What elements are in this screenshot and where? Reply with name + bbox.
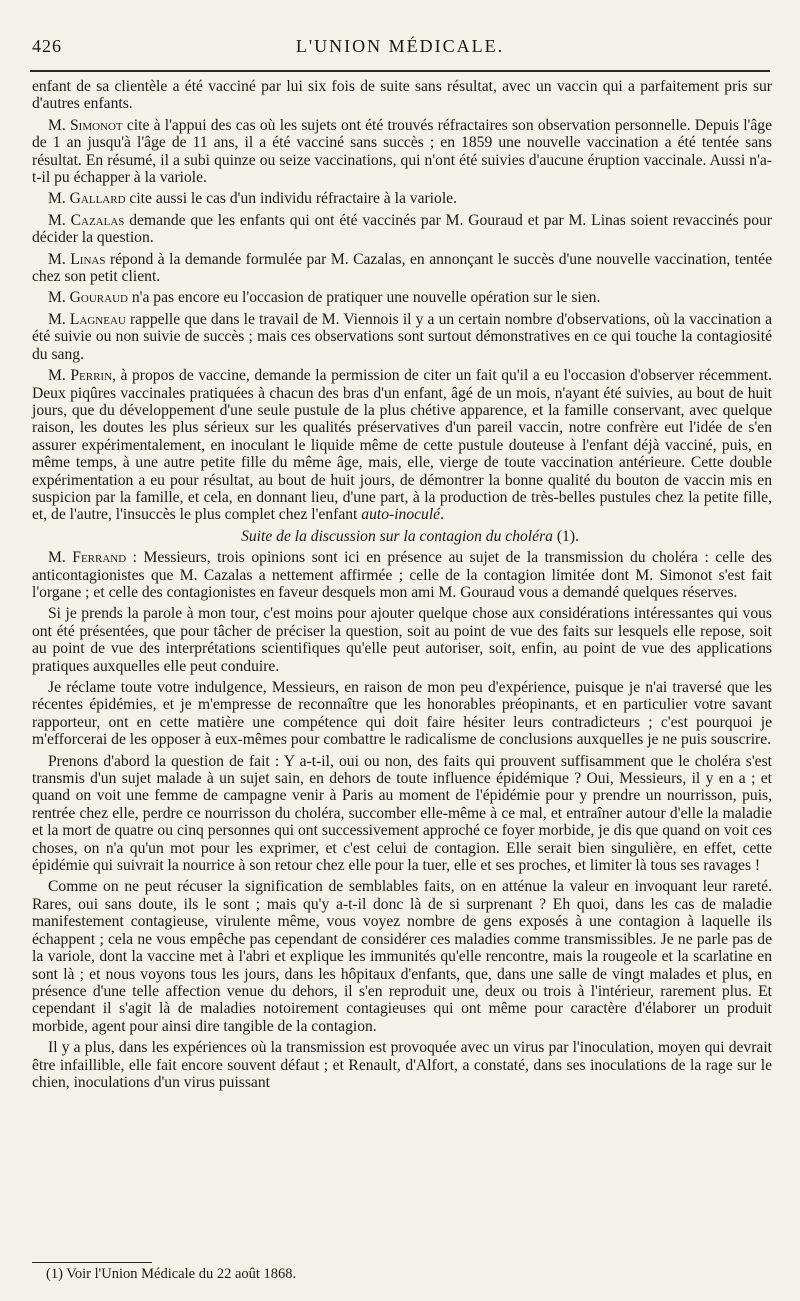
speaker-name: M. Perrin bbox=[48, 367, 113, 385]
speaker-name: M. Cazalas bbox=[48, 211, 125, 229]
header-rule bbox=[30, 70, 770, 72]
paragraph-text: rappelle que dans le travail de M. Viennois il y a un certain nombre d'observations, où la vaccination a été suivie ou non suivie de succès ; mais ces observations sont surtout démonstratives en ce qui touche la contagiosité du sang. bbox=[32, 310, 772, 363]
paragraph bbox=[32, 605, 772, 675]
paragraph-text: n'a pas encore eu l'occasion de pratiquer une nouvelle opération sur le sien. bbox=[127, 289, 601, 307]
paragraph bbox=[32, 190, 772, 207]
section-heading bbox=[32, 528, 772, 545]
paragraph-text: : Messieurs, trois opinions sont ici en présence au sujet de la transmission du choléra : celle des anticontagionistes que M. Cazalas a nettement affirmée ; celle de la contagion limitée dont M. Simonot s'est fait l'organe ; et celle des contagionistes en faveur desquels mon ami M. Gouraud vous a demandé quelques réserves. bbox=[32, 549, 773, 601]
speaker-name: M. Gallard bbox=[48, 190, 126, 208]
paragraph bbox=[32, 367, 772, 524]
paragraph bbox=[32, 289, 772, 306]
paragraph-text: cite aussi le cas d'un individu réfractaire à la variole. bbox=[125, 190, 457, 208]
paragraph bbox=[32, 212, 772, 247]
paragraph-text: Si je prends la parole à mon tour, c'est moins pour ajouter quelque chose aux considérations intéressantes qui vous ont été présentées, que pour tâcher de préciser la question, soit au point de vue des faits sur lesquels elle repose, soit au point de vue des interprétations scientifiques qu'elle peut autoriser, soit, enfin, au point de vue des applications pratiques auxquelles elle peut conduire. bbox=[32, 605, 772, 675]
paragraph-text: Prenons d'abord la question de fait : Y a-t-il, oui ou non, des faits qui prouvent suffisamment que le choléra s'est transmis d'un sujet malade à un sujet sain, en dehors de toute influence épidémique ? Oui, Messieurs, il y en a ; et quand on voit une femme de campagne venir à Paris au moment de l'épidémie pour y prendre un nourrisson, puis, rentrée chez elle, perdre ce nourrisson du choléra, succomber elle-même à ce mal, et entraîner autour d'elle la maladie et la mort de quatre ou cinq personnes qui ont successivement approché ce foyer morbide, je dis que quand on voit ces choses, on n'a qu'un mot pour les exprimer, et c'est celui de contagion. Elle serait bien singulière, en effet, cette épidémie qui suivrait la nourrice à son retour chez elle pour la tuer, elle et ses proches, et limiter là tous ses ravages ! bbox=[32, 752, 772, 875]
paragraph bbox=[32, 117, 772, 187]
page-number: 426 bbox=[32, 36, 62, 56]
paragraph-text: cite à l'appui des cas où les sujets ont été trouvés réfractaires son observation personnelle. Depuis l'âge de 1 an jusqu'à l'âge de 11 ans, il a été vacciné sans succès ; en 1859 une nouvelle vaccination a été tentée sans résultat. En résumé, il a subi quinze ou seize vaccinations, qui n'ont été suivies d'aucune éruption vaccinale. Aussi n'a-t-il pu échapper à la variole. bbox=[32, 116, 772, 187]
speaker-name: M. Ferrand bbox=[48, 549, 127, 567]
paragraph bbox=[32, 251, 772, 286]
speaker-name: M. Lagneau bbox=[48, 310, 126, 328]
paragraph-text: enfant de sa clientèle a été vacciné par lui six fois de suite sans résultat, avec un vaccin qui a parfaitement pris sur d'autres enfants. bbox=[32, 78, 772, 113]
paragraph bbox=[32, 679, 772, 749]
paragraph-text: Je réclame toute votre indulgence, Messieurs, en raison de mon peu d'expérience, puisque je n'ai traversé que les récentes épidémies, et je m'empresse de reconnaître que les honorables préopinants, et en particulier votre savant rapporteur, ont en cette matière une compétence qui doit faire hésiter leurs contradicteurs ; c'est pourquoi je m'efforcerai de les opposer à eux-mêmes pour combattre le radicalisme de conclusions auxquelles je ne puis souscrire. bbox=[32, 679, 772, 749]
paragraph bbox=[32, 78, 772, 113]
footnote-rule bbox=[32, 1262, 152, 1263]
section-heading-text: Suite de la discussion sur la contagion du choléra bbox=[241, 527, 553, 545]
italic-term: auto-inoculé bbox=[361, 506, 441, 524]
paragraph-text: Comme on ne peut récuser la signification de semblables faits, on en atténue la valeur en invoquant leur rareté. Rares, oui sans doute, ils le sont ; mais qu'y a-t-il donc là de si surprenant ? Eh quoi, dans les cas de maladie manifestement contagieuse, virulente même, vous voyez nombre de gens exposés à une contagion à laquelle ils échappent ; cela ne vous empêche pas cependant de considérer ces maladies comme transmissibles. Je ne parle pas de la variole, dont la vaccine met à l'abri et explique les immunités qu'elle rencontre, mais la rougeole et la scarlatine en sont là ; et nous voyons tous les jours, dans les hôpitaux d'enfants, que, dans une salle de vingt malades et plus, en présence d'une telle affection venue du dehors, il s'en reproduit une, deux ou trois à l'intérieur, rarement plus. Et cependant il s'agit là de maladies notoirement contagieuses qui ont même pour caractère d'élaborer un produit morbide, agent pour ainsi dire tangible de la contagion. bbox=[32, 878, 772, 1035]
speaker-name: M. Simonot bbox=[48, 116, 123, 134]
paragraph bbox=[32, 753, 772, 875]
paragraph-text: répond à la demande formulée par M. Cazalas, en annonçant le succès d'une nouvelle vaccination, tentée chez son petit client. bbox=[32, 250, 772, 286]
footnote-ref: (1). bbox=[552, 527, 579, 545]
running-title: L'UNION MÉDICALE. bbox=[295, 36, 505, 56]
footnote: (1) Voir l'Union Médicale du 22 août 1868. bbox=[46, 1266, 297, 1282]
paragraph-text: Il y a plus, dans les expériences où la transmission est provoquée avec un virus par l'inoculation, moyen qui devrait être infaillible, elle fait encore souvent défaut ; et Renault, d'Alfort, a constaté, dans ses inoculations de la rage sur le chien, inoculations d'un virus puissant bbox=[32, 1039, 772, 1091]
speaker-name: M. Gouraud bbox=[48, 289, 128, 307]
paragraph-text: , à propos de vaccine, demande la permission de citer un fait qu'il a eu l'occasion d'observer récemment. Deux piqûres vaccinales pratiquées à chacun des bras d'un enfant, âgé de un mois, n'ayant été suivies, au bout de huit jours, que du développement d'une seule pustule de la plus chétive apparence, et la famille conservant, avec quelque raison, les doutes les plus sérieux sur les qualités préservatives d'un pareil vaccin, notre confrère eut l'idée de s'en assurer expérimentalement, en inoculant le liquide même de cette pustule douteuse à l'enfant déjà vacciné, puis, en même temps, à une autre petite fille du même âge, mais, elle, vierge de toute vaccination antérieure. Cette double expérimentation a eu pour résultat, au bout de huit jours, de démontrer la bonne qualité du bouton de vaccin mis en suspicion par la famille, et cela, en donnant lieu, d'une part, à la production de très-belles pustules chez la petite fille, et, de l'autre, l'insuccès le plus complet chez l'enfant bbox=[32, 367, 772, 524]
paragraph bbox=[32, 311, 772, 363]
paragraph-tail: . bbox=[440, 506, 445, 524]
paragraph bbox=[32, 878, 772, 1035]
article-body bbox=[32, 78, 772, 1095]
paragraph bbox=[32, 1039, 772, 1091]
page-header bbox=[30, 36, 770, 60]
paragraph bbox=[32, 549, 772, 601]
paragraph-text: demande que les enfants qui ont été vaccinés par M. Gouraud et par M. Linas soient revaccinés pour décider la question. bbox=[32, 211, 772, 247]
speaker-name: M. Linas bbox=[48, 250, 106, 268]
